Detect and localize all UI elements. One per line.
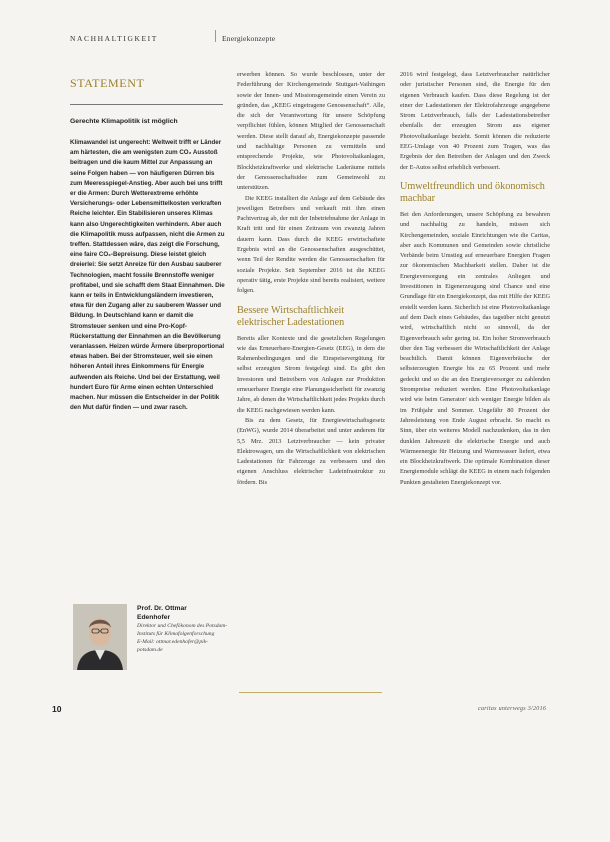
column-end-rule	[239, 692, 382, 693]
author-role: Direktor und Chefökonom des Potsdam-Instituts für Klimafolgenforschung	[137, 623, 228, 637]
col2-paragraph-4: Bis zu dem Gesetz, für Energiewirtschaftsgesetz (EnWG), wurde 2014 überarbeitet und unter anderem für 5,5 Mrz. 2013 Letztverbraucher — kein privater Elektrowagen, um die Wirtschaftlichkeit von elektrischen Ladestationen für Fahrzeuge zu verbessern und den eigenen Anschluss elektrischer Ladeinfrastruktur zu fördern. Bis	[237, 416, 385, 486]
col3-paragraph-1: 2016 wird festgelegt, dass Letztverbraucher natürlicher oder juristischer Personen sind, die Energie für den eigenen Verbrauch kaufen. Dass diese Regelung ist der einer der Ladestationen der Elektrofahrzeuge angegebene Strom Letztverbrauch, falls der Ladestationsbetreiber ebenfalls der erzeugten Strom aus eigener Photovoltaikanlage bezieht. Somit können die reduzierte EEG-Umlage von 40 Prozent zum Tragen, was das Ergebnis der den Betreiben der Anlagen und den Zweck der E-Autos selbst erheblich verbessert.	[400, 71, 550, 171]
subsection-label: Energiekonzepte	[222, 34, 276, 43]
statement-body: Klimawandel ist ungerecht: Weltweit trifft er Länder am härtesten, die am wenigsten zum CO₂ Ausstoß beitragen und die kaum Mittel zur Anpassung an seine Folgen haben — von häufigeren Dürren bis zum Meeresspiegel-Anstieg. Aber auch bei uns trifft er die Armen: Durch Wetterextreme erhöhte Versicherungs- oder Lebensmittelkosten verkraften Reiche leichter. Ein Stabilisieren unseres Klimas kann also Ungerechtigkeiten verhindern. Aber auch die Klimapolitik muss aufpassen, nicht die Armen zu treffen. Stattdessen wäre, das zeigt die Forschung, eine faire CO₂-Bepreisung. Diese leistet gleich dreierlei: Sie setzt Anreize für den Ausbau sauberer Technologien, macht fossile Brennstoffe weniger profitabel, und sie schafft dem Staat Einnahmen. Die kann er teils in Entwicklungsländern investieren, etwa für den Zugang aller zu sauberem Wasser und Bildung. In Deutschland kann er damit die Stromsteuer senken und eine Pro-Kopf-Rückerstattung der Einnahmen an die Bevölkerung veranlassen. Heizen würde Ärmere überproportional etwas haben. Bei der Stromsteuer, weil sie einen höheren Anteil ihres Einkommens für Energie aufwenden als Reiche. Und bei der Erstattung, weil hundert Euro für Arme einen echten Unterschied machen. Nur müssen die Entscheider in der Politik den Mut dafür finden — und zwar rasch.	[70, 139, 225, 412]
author-portrait	[73, 604, 127, 670]
col2-paragraph-2: Die KEEG installiert die Anlage auf dem Gebäude des jeweiligen Betreibers und verkauft mit ihm einen Pachtvertrag ab, der mit der Inbetriebnahme der Anlage in Kraft tritt und für einen Zeitraum von zwanzig Jahren dauern kann. Dass durch die KEEG erwirtschaftete Ergebnis wird an die Genossenschaften ausgeschüttet, wenn Teil der Rendite werden die Genossenschaften für soziale Projekte. Seit September 2016 ist die KEEG operativ tätig, erste Projekte sind bereits realisiert, weitere folgen.	[237, 194, 385, 295]
article-column-2	[237, 70, 385, 488]
magazine-footer: caritas unterwegs 3/2016	[478, 706, 547, 712]
statement-rule	[70, 104, 223, 105]
col2-paragraph-1: erwerben können. So wurde beschlossen, unter der Federführung der Kirchengemeinde Stuttgart-Vaihingen sowie der Innen- und Missionsgemeinde einen Verein zu gründen, das „KEEG eingetragene Genossenschaft“. Alle, die sich der Verantwortung für unsere Schöpfung verpflichtet fühlen, können Mitglied der Genossenschaft werden. Diese stellt darauf ab, Energiekonzepte passende und nachhaltige Personen zu vermitteln und entsprechende Projekte, wie Photovoltaikanlagen, Blockheizkraftwerke und elektrische Laderäume mittels der Genossenschaftsidee zum Gemeinwohl zu unterstützen.	[237, 71, 385, 192]
author-name-line1: Prof. Dr. Ottmar	[137, 605, 187, 612]
col3-paragraph-2: Bei den Anforderungen, unsere Schöpfung zu bewahren und nachhaltig zu handeln, müssen sich Kirchengemeinden, soziale Einrichtungen wie die Caritas, aber auch Kommunen und Gemeinden sowie christliche Verbände beim Umstieg auf erneuerbare Energien Fragen zur ökonomischen Machbarkeit stellen. Daher ist die Energieversorgung ein zentrales Anliegen und Investitionen in Eigenerzeugung sind Chance und eine Grundlage für ein Energiekonzept, das mit Hilfe der KEEG erstellt werden kann. Sicherlich ist eine Photovoltaikanlage auf dem Dach eines Gebäudes, das tagsüber nicht genutzt wird, wirtschaftlich nicht so sinnvoll, da der Eigenverbrauch sehr gering ist. Ein hoher Stromverbrauch über den Tag verbessert die Wirtschaftlichkeit der Anlage beachtlich. Damit können Eigenverbräuche der selbsterzeugten Energie bis zu 65 Prozent und mehr gedeckt und so die an den Energieversorger zu zahlenden Strompreise reduziert werden. Eine Photovoltaikanlage wird wie beim Generator/ sich weniger Energie bilden als im Frühjahr und Sommer. Ungefähr 80 Prozent der Jahresleistung von Ende August erbracht. So macht es Sinn, über ein weiteres Modell nachzudenken, das in den dunklen Jahreszeit die elektrische Energie und auch Wärmeenergie für Heizung und Warmwasser liefert, etwa ein Blockheizkraftwerk. Die optimale Kombination dieser Energiemodule schlägt die KEEG in einem nach folgenden Punkten gestalteten Energiekonzept vor.	[400, 210, 550, 486]
statement-kicker: Gerechte Klimapolitik ist möglich	[70, 118, 178, 125]
section-label: NACHHALTIGKEIT	[70, 34, 158, 43]
author-bio	[137, 604, 232, 654]
col3-subheading: Umweltfreundlich und ökonomisch machbar	[400, 180, 545, 204]
article-column-3	[400, 70, 550, 488]
col2-paragraph-3: Bereits aller Kontexte und die gesetzlichen Regelungen wie das Erneuerbare-Energien-Gesetz (EEG), in dem die Rahmenbedingungen und die Einspeisevergütung für selbst erzeugten Strom festgelegt sind. Es gibt den Investoren und Betreibern von Anlagen zur Produktion erneuerbarer Energie eine Planungssicherheit für zwanzig Jahre, ab denen die Wirtschaftlichkeit jedes Projekts durch die KEEG nachgewiesen werden kann.	[237, 334, 385, 414]
statement-label: STATEMENT	[70, 76, 145, 90]
author-name-line2: Edenhofer	[137, 614, 171, 621]
header-divider	[215, 30, 216, 42]
page-number: 10	[52, 704, 62, 714]
running-header	[52, 28, 558, 48]
col2-subheading: Bessere Wirtschaftlichkeit elektrischer Ladestationen	[237, 304, 345, 328]
author-email: E-Mail: ottmar.edenhofer@pik-potsdam.de	[137, 639, 209, 653]
portrait-image	[73, 604, 127, 670]
